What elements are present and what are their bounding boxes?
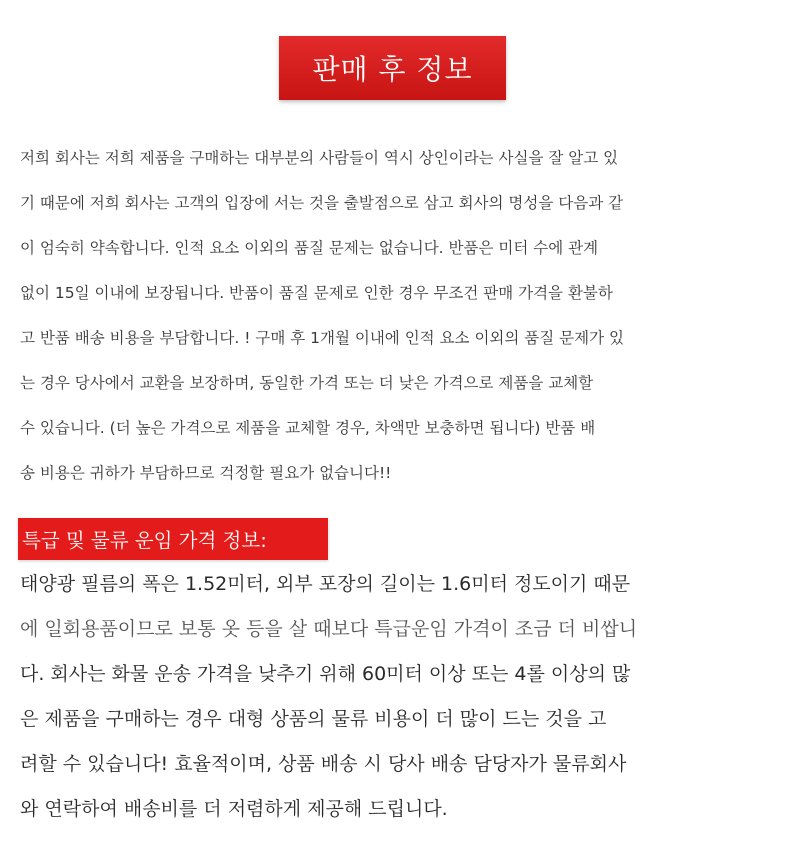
after-sales-line: 수 있습니다. (더 높은 가격으로 제품을 교체할 경우, 차액만 보충하면 됩니다) 반품 배	[20, 419, 596, 437]
shipping-line: 와 연락하여 배송비를 더 저렴하게 제공해 드립니다.	[20, 798, 448, 820]
shipping-line: 에 일회용품이므로 보통 옷 등을 살 때보다 특급운임 가격이 조금 더 비쌉니	[20, 618, 638, 640]
after-sales-line: 저희 회사는 저희 제품을 구매하는 대부분의 사람들이 역시 상인이라는 사실을 잘 알고 있	[20, 149, 619, 167]
after-sales-line: 고 반품 배송 비용을 부담합니다. ! 구매 후 1개월 이내에 인적 요소 이외의 품질 문제가 있	[20, 329, 624, 347]
shipping-section-header	[18, 518, 328, 560]
after-sales-line: 이 엄숙히 약속합니다. 인적 요소 이외의 품질 문제는 없습니다. 반품은 미터 수에 관계	[20, 239, 599, 257]
after-sales-line: 는 경우 당사에서 교환을 보장하며, 동일한 가격 또는 더 낮은 가격으로 제품을 교체할	[20, 374, 594, 392]
shipping-paragraph	[20, 562, 772, 832]
after-sales-line: 기 때문에 저희 회사는 고객의 입장에 서는 것을 출발점으로 삼고 회사의 명성을 다음과 같	[20, 194, 624, 212]
page-title: 판매 후 정보	[312, 53, 473, 86]
shipping-line: 은 제품을 구매하는 경우 대형 상품의 물류 비용이 더 많이 드는 것을 고	[20, 708, 607, 730]
after-sales-line: 송 비용은 귀하가 부담하므로 걱정할 필요가 없습니다!!	[20, 464, 392, 482]
shipping-line: 태양광 필름의 폭은 1.52미터, 외부 포장의 길이는 1.6미터 정도이기 때문	[20, 573, 631, 595]
shipping-header-label: 특급 및 물류 운임 가격 정보:	[22, 529, 267, 552]
page-title-banner	[279, 36, 506, 100]
after-sales-line: 없이 15일 이내에 보장됩니다. 반품이 품질 문제로 인한 경우 무조건 판매 가격을 환불하	[20, 284, 613, 302]
shipping-line: 려할 수 있습니다! 효율적이며, 상품 배송 시 당사 배송 담당자가 물류회사	[20, 753, 627, 775]
shipping-line: 다. 회사는 화물 운송 가격을 낮추기 위해 60미터 이상 또는 4롤 이상의 많	[20, 663, 631, 685]
after-sales-paragraph	[20, 136, 772, 496]
